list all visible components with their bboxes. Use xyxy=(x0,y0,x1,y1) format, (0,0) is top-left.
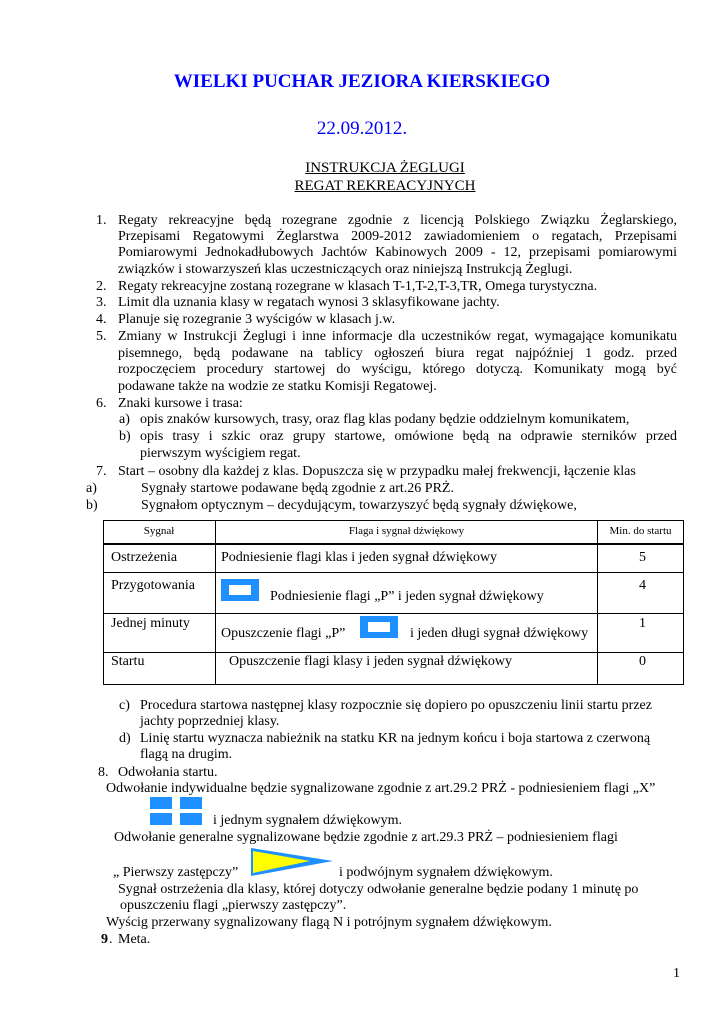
item-2-number: 2. xyxy=(96,279,107,294)
start-signal-table xyxy=(103,520,684,685)
item-8-line-4b: i podwójnym sygnałem dźwiękowym. xyxy=(339,865,553,880)
item-1-line-1: Regaty rekreacyjne będą rozegrane zgodnie z licencją Polskiego Związku Żeglarskiego, xyxy=(118,213,677,228)
item-6a-label: a) xyxy=(119,412,130,427)
item-3-text: Limit dla uznania klasy w regatach wynosi 3 sklasyfikowane jachty. xyxy=(118,295,500,310)
item-6b-label: b) xyxy=(119,429,131,444)
item-7c-line-2: jachty poprzedniej klasy. xyxy=(140,714,280,729)
table-row-preparatory-min: 4 xyxy=(639,578,646,593)
item-6b-line-1: opis trasy i szkic oraz grupy startowe, omówione będą na odprawie sterników przed xyxy=(140,429,677,444)
table-border-left xyxy=(103,520,104,685)
item-6a-text: opis znaków kursowych, trasy, oraz flag klas podany będzie oddzielnym komunikatem, xyxy=(140,412,630,427)
page-number: 1 xyxy=(673,966,680,981)
item-5-number: 5. xyxy=(96,329,107,344)
table-header-minutes: Min. do startu xyxy=(609,525,672,537)
item-9-dot: . xyxy=(109,932,113,947)
subtitle-instruction: INSTRUKCJA ŻEGLUGI xyxy=(305,160,465,176)
item-7c-label: c) xyxy=(119,698,130,713)
item-1-line-4: związków i stowarzyszeń klas uczestniczących oraz niniejszą Instrukcją Żeglugi. xyxy=(118,262,573,277)
item-7c-line-1: Procedura startowa następnej klasy rozpocznie się dopiero po opuszczeniu linii startu przez xyxy=(140,698,652,713)
item-7d-line-2: flagą na drugim. xyxy=(140,747,233,762)
table-row-start-min: 0 xyxy=(639,654,646,669)
flag-x-icon xyxy=(148,796,204,826)
table-row-start-name: Startu xyxy=(111,654,145,669)
table-header-signal: Sygnał xyxy=(143,525,175,537)
table-col-divider xyxy=(597,520,598,685)
table-row-warning-min: 5 xyxy=(639,550,646,565)
item-6-text: Znaki kursowe i trasa: xyxy=(118,396,243,411)
item-8-text: Odwołania startu. xyxy=(118,765,218,780)
item-9-text: Meta. xyxy=(118,932,151,947)
item-4-number: 4. xyxy=(96,312,107,327)
item-9-number: 9 xyxy=(101,932,108,947)
item-5-line-1: Zmiany w Instrukcji Żeglugi i inne informacje dla uczestników regat, wymagające komunikatu xyxy=(118,329,677,344)
table-row-warning-desc: Podniesienie flagi klas i jeden sygnał dźwiękowy xyxy=(221,550,498,565)
item-7-text: Start – osobny dla każdej z klas. Dopuszcza się w przypadku małej frekwencji, łączenie klas xyxy=(118,464,636,479)
item-1-line-3: Pomiarowymi Jednokadłubowych Jachtów Kabinowych 2009 - 12, przepisami pomiarowymi xyxy=(118,245,677,260)
table-row-one-minute-desc-a: Opuszczenie flagi „P” xyxy=(221,626,346,641)
table-col-divider xyxy=(215,520,216,685)
document-date: 22.09.2012. xyxy=(316,118,408,139)
item-8-line-4a: „ Pierwszy zastępczy” xyxy=(113,865,239,880)
item-2-text: Regaty rekreacyjne zostaną rozegrane w klasach T-1,T-2,T-3,TR, Omega turystyczna. xyxy=(118,279,598,294)
subtitle-regatta: REGAT REKREACYJNYCH xyxy=(294,178,476,194)
item-7b-label: b) xyxy=(86,498,98,513)
item-6-number: 6. xyxy=(96,396,107,411)
item-8-number: 8. xyxy=(98,765,109,780)
table-row-preparatory-desc: Podniesienie flagi „P” i jeden sygnał dźwiękowy xyxy=(270,589,544,604)
document-title: WIELKI PUCHAR JEZIORA KIERSKIEGO xyxy=(173,71,551,92)
item-4-text: Planuje się rozegranie 3 wyścigów w klasach j.w. xyxy=(118,312,396,327)
item-5-line-4: podawane także na wodzie ze statku Komisji Regatowej. xyxy=(118,379,437,394)
item-8-line-5: Sygnał ostrzeżenia dla klasy, której dotyczy odwołanie generalne będzie podany 1 minutę po xyxy=(118,882,639,897)
item-7-number: 7. xyxy=(96,464,107,479)
item-8-line-1: Odwołanie indywidualne będzie sygnalizowane zgodnie z art.29.2 PRŻ - podniesieniem flagi „X” xyxy=(106,781,656,796)
flag-p-icon xyxy=(360,616,398,638)
table-row-one-minute-min: 1 xyxy=(639,616,646,631)
item-8-line-2: i jednym sygnałem dźwiękowym. xyxy=(213,813,402,828)
item-3-number: 3. xyxy=(96,295,107,310)
item-1-number: 1. xyxy=(96,213,107,228)
item-8-line-7: Wyścig przerwany sygnalizowany flagą N i potrójnym sygnałem dźwiękowym. xyxy=(106,915,552,930)
item-6b-line-2: pierwszym wyścigiem regat. xyxy=(140,446,301,461)
flag-p-icon xyxy=(221,579,259,601)
table-header-flag: Flaga i sygnał dźwiękowy xyxy=(348,525,465,537)
table-row-warning-name: Ostrzeżenia xyxy=(111,550,178,565)
item-8-line-3: Odwołanie generalne sygnalizowane będzie zgodnie z art.29.3 PRŻ – podniesieniem flagi xyxy=(114,830,618,845)
item-1-line-2: Przepisami Regatowymi Żeglarstwa 2009-2012 zawiadomieniem o regatach, Przepisami xyxy=(118,229,677,244)
table-row-one-minute-desc-b: i jeden długi sygnał dźwiękowy xyxy=(410,626,589,641)
table-row-start-desc: Opuszczenie flagi klasy i jeden sygnał dźwiękowy xyxy=(229,654,513,669)
item-5-line-2: pisemnego, będą podawane na tablicy ogłoszeń biura regat najpóźniej 1 godz. przed xyxy=(118,346,677,361)
item-7a-label: a) xyxy=(86,481,97,496)
item-7d-line-1: Linię startu wyznacza nabieżnik na statku KR na jednym końcu i boja startowa z czerwoną xyxy=(140,731,651,746)
table-border-right xyxy=(683,520,684,685)
item-7a-text: Sygnały startowe podawane będą zgodnie z art.26 PRŻ. xyxy=(141,481,454,496)
first-substitute-pennant-icon xyxy=(250,847,334,877)
item-5-line-3: rozpoczęciem procedury startowej do wyścigu, którego dotyczą. Komunikaty mogą być xyxy=(118,362,677,377)
item-7d-label: d) xyxy=(119,731,131,746)
table-row-preparatory-name: Przygotowania xyxy=(111,578,195,593)
table-row-one-minute-name: Jednej minuty xyxy=(111,616,190,631)
item-7b-text: Sygnałom optycznym – decydującym, towarzyszyć będą sygnały dźwiękowe, xyxy=(141,498,577,513)
item-8-line-6: opuszczeniu flagi „pierwszy zastępczy”. xyxy=(120,898,347,913)
